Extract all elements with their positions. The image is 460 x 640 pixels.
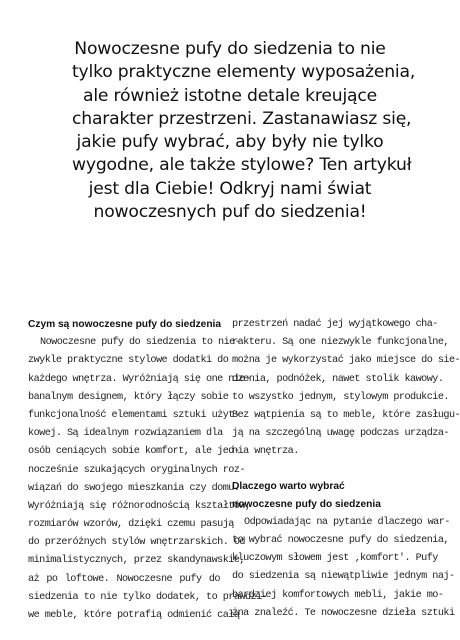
intro-line: tylko praktyczne elementy wyposażenia,: [72, 62, 416, 83]
body-line: zwykle praktyczne stylowe dodatki do: [28, 355, 229, 367]
body-line: wiązań do swojego mieszkania czy domu.: [28, 482, 240, 494]
body-line: rozmiarów wzorów, dzięki czemu pasują: [28, 519, 234, 531]
body-line: siedzenia to nie tylko dodatek, to prawdzi-: [28, 591, 268, 603]
body-line: Nowoczesne pufy do siedzenia to nie-: [40, 337, 241, 349]
body-line: można je wykorzystać jako miejsce do sie-: [232, 355, 460, 367]
section-spacer: [232, 462, 426, 478]
body-line: przestrzeń nadać jej wyjątkowego cha-: [232, 319, 438, 330]
body-line: to wszystko jednym, stylowym produkcie.: [232, 391, 449, 403]
body-line: we meble, które potrafią odmienić całą: [28, 610, 240, 621]
body-line: minimalistycznych, przez skandynawskie,: [28, 555, 245, 567]
body-line: aż po loftowe. Nowoczesne pufy do: [28, 573, 220, 585]
intro-paragraph: [72, 38, 416, 224]
body-line: żna znaleźć. Te nowoczesne dzieła sztuki: [232, 607, 455, 619]
body-line: każdego wnętrza. Wyróżniają się one nie-: [28, 373, 251, 385]
intro-line: charakter przestrzeni. Zastanawiasz się,: [72, 108, 412, 129]
body-line: kowej. Są idealnym rozwiązaniem dla: [28, 428, 223, 440]
intro-line: jakie pufy wybrać, aby były nie tylko: [76, 132, 384, 153]
intro-line: wygodne, ale także stylowe? Ten artykuł: [72, 155, 412, 176]
body-line: ją na szczególną uwagę podczas urządza-: [232, 428, 449, 440]
body-line: nia wnętrza.: [232, 446, 299, 458]
body-line: dzenia, podnóżek, nawet stolik kawowy.: [232, 373, 444, 385]
body-line: Odpowiadając na pytanie dlaczego war-: [244, 516, 450, 528]
body-line: Wyróżniają się różnorodnością kształtów,: [28, 500, 251, 512]
body-line: funkcjonalność elementami sztuki użyt-: [28, 409, 240, 421]
section-heading: Czym są nowoczesne pufy do siedzenia: [28, 319, 222, 330]
body-line: banalnym designem, który łączy sobie: [28, 391, 229, 403]
section-heading: Dlaczego warto wybrać: [232, 480, 345, 492]
intro-line: nowoczesnych puf do siedzenia!: [93, 202, 367, 223]
body-line: osób ceniących sobie komfort, ale jed-: [28, 446, 240, 458]
body-line: Bez wątpienia są to meble, które zasługu-: [232, 409, 460, 421]
body-line: do przeróżnych stylów wnętrzarskich. Od: [28, 537, 245, 549]
body-line: kluczowym słowem jest ‚komfort'. Pufy: [232, 553, 438, 565]
body-line: bardziej komfortowych mebli, jakie mo-: [232, 589, 444, 601]
intro-line: jest dla Ciebie! Odkryj nami świat: [88, 178, 372, 199]
body-line: do siedzenia są niewątpliwie jednym naj-: [232, 571, 455, 583]
body-line: rakteru. Są one niezwykle funkcjonalne,: [232, 337, 449, 349]
intro-line: Nowoczesne pufy do siedzenia to nie: [74, 39, 386, 59]
right-column: [232, 316, 460, 623]
body-line: to wybrać nowoczesne pufy do siedzenia,: [232, 535, 449, 547]
body-line: nocześnie szukających oryginalnych roz-: [28, 464, 245, 476]
section-heading: nowoczesne pufy do siedzenia: [232, 498, 381, 510]
intro-line: ale również istotne detale kreujące: [83, 85, 377, 106]
